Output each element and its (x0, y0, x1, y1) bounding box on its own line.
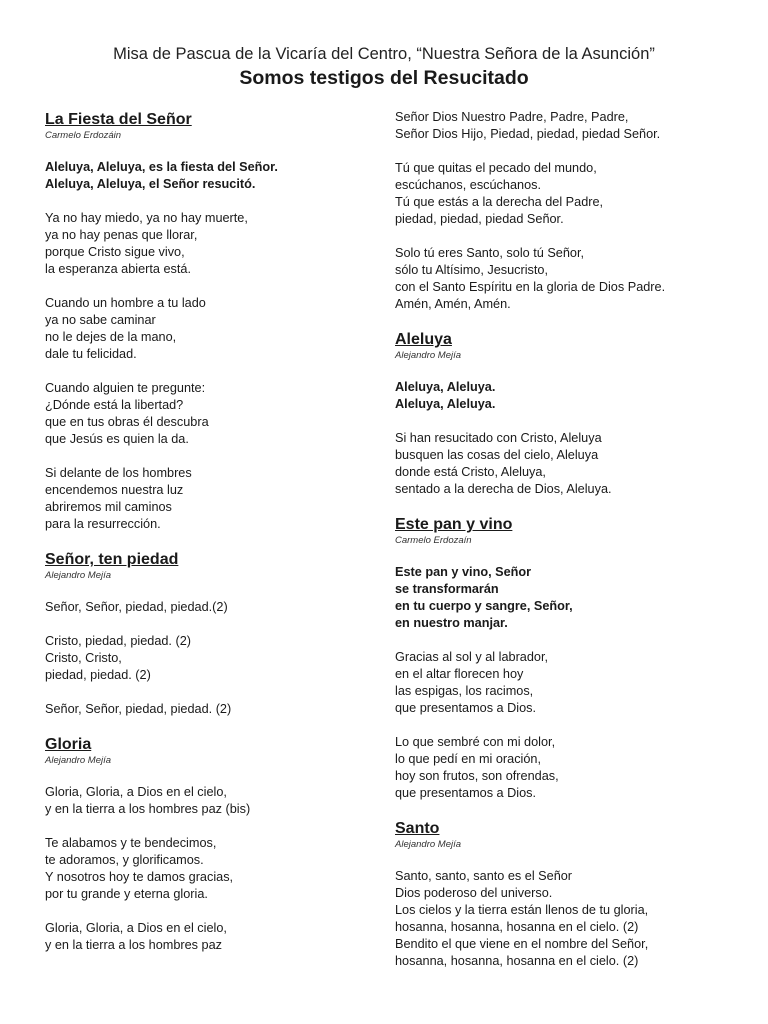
right-column (395, 109, 740, 987)
lyric-line: no le dejes de la mano, (45, 330, 177, 344)
lyric-line: Te alabamos y te bendecimos, (45, 836, 217, 850)
lyric-line: ¿Dónde está la libertad? (45, 398, 184, 412)
verse-stanza (45, 380, 365, 448)
lyric-line: que en tus obras él descubra (45, 415, 209, 429)
lyric-line: y en la tierra a los hombres paz (bis) (45, 802, 251, 816)
lyric-line: las espigas, los racimos, (395, 684, 534, 698)
lyric-line: Aleluya, Aleluya. (395, 397, 496, 411)
verse-stanza (395, 160, 740, 228)
song-author: Carmelo Erdozaín (395, 535, 472, 546)
lyric-line: busquen las cosas del cielo, Aleluya (395, 448, 599, 462)
lyric-line: hosanna, hosanna, hosanna en el cielo. (2) (395, 954, 639, 968)
lyric-line: Señor Dios Nuestro Padre, Padre, Padre, (395, 110, 629, 124)
song-title: La Fiesta del Señor (45, 111, 192, 128)
lyric-line: lo que pedí en mi oración, (395, 752, 541, 766)
lyric-line: abriremos mil caminos (45, 500, 172, 514)
song-title: Gloria (45, 736, 92, 753)
lyric-line: porque Cristo sigue vivo, (45, 245, 185, 259)
lyric-line: Tú que estás a la derecha del Padre, (395, 195, 604, 209)
lyric-line: escúchanos, escúchanos. (395, 178, 541, 192)
verse-stanza (45, 295, 365, 363)
verse-stanza (45, 835, 365, 903)
lyric-line: que Jesús es quien la da. (45, 432, 189, 446)
song-author: Alejandro Mejía (45, 755, 112, 766)
lyric-line: hosanna, hosanna, hosanna en el cielo. (2) (395, 920, 639, 934)
lyric-line: la esperanza abierta está. (45, 262, 191, 276)
chorus-stanza (395, 564, 740, 632)
lyric-line: ya no hay penas que llorar, (45, 228, 198, 242)
lyric-line: Aleluya, Aleluya, es la fiesta del Señor. (45, 160, 278, 174)
lyric-line: dale tu felicidad. (45, 347, 137, 361)
lyric-line: Solo tú eres Santo, solo tú Señor, (395, 246, 585, 260)
verse-stanza (395, 245, 740, 313)
song-santo (395, 819, 740, 970)
song-author: Alejandro Mejía (395, 839, 462, 850)
song-title: Este pan y vino (395, 516, 513, 533)
lyric-line: con el Santo Espíritu en la gloria de Dios Padre. (395, 280, 666, 294)
lyric-line: Santo, santo, santo es el Señor (395, 869, 573, 883)
lyric-line: se transformarán (395, 582, 499, 596)
song-gloria (45, 735, 365, 954)
lyric-line: sentado a la derecha de Dios, Aleluya. (395, 482, 612, 496)
chorus-stanza (395, 379, 740, 413)
lyric-line: Los cielos y la tierra están llenos de tu gloria, (395, 903, 649, 917)
lyric-line: para la resurrección. (45, 517, 161, 531)
lyric-line: donde está Cristo, Aleluya, (395, 465, 546, 479)
lyric-line: piedad, piedad, piedad Señor. (395, 212, 564, 226)
song-aleluya (395, 330, 740, 498)
song-la-fiesta-del-senor (45, 110, 365, 533)
lyric-line: hoy son frutos, son ofrendas, (395, 769, 559, 783)
lyric-line: en tu cuerpo y sangre, Señor, (395, 599, 573, 613)
lyric-line: Este pan y vino, Señor (395, 565, 532, 579)
lyric-line: sólo tu Altísimo, Jesucristo, (395, 263, 549, 277)
lyric-line: Señor Dios Hijo, Piedad, piedad, piedad Señor. (395, 127, 661, 141)
lyric-line: Señor, Señor, piedad, piedad. (2) (45, 702, 232, 716)
lyric-line: Aleluya, Aleluya. (395, 380, 496, 394)
left-column (45, 110, 365, 971)
lyric-line: Bendito el que viene en el nombre del Señor, (395, 937, 649, 951)
lyric-line: Señor, Señor, piedad, piedad.(2) (45, 600, 228, 614)
song-title: Santo (395, 820, 440, 837)
lyric-line: ya no sabe caminar (45, 313, 156, 327)
verse-stanza (45, 633, 365, 684)
verse-stanza (45, 210, 365, 278)
lyric-line: y en la tierra a los hombres paz (45, 938, 223, 952)
lyric-line: Gracias al sol y al labrador, (395, 650, 549, 664)
verse-stanza (45, 701, 365, 718)
lyric-line: Amén, Amén, Amén. (395, 297, 511, 311)
lyric-line: Gloria, Gloria, a Dios en el cielo, (45, 921, 227, 935)
lyric-line: te adoramos, y glorificamos. (45, 853, 204, 867)
lyric-line: por tu grande y eterna gloria. (45, 887, 208, 901)
verse-stanza (395, 868, 740, 970)
lyric-line: piedad, piedad. (2) (45, 668, 151, 682)
lyric-line: en el altar florecen hoy (395, 667, 524, 681)
document-header (0, 43, 768, 91)
lyric-line: encendemos nuestra luz (45, 483, 184, 497)
lyric-line: Aleluya, Aleluya, el Señor resucitó. (45, 177, 256, 191)
song-author: Alejandro Mejía (395, 350, 462, 361)
verse-stanza (395, 649, 740, 717)
song-author: Carmelo Erdozáin (45, 130, 122, 141)
lyric-line: que presentamos a Dios. (395, 701, 537, 715)
lyric-line: Cuando un hombre a tu lado (45, 296, 206, 310)
song-title: Aleluya (395, 331, 452, 348)
lyric-line: Lo que sembré con mi dolor, (395, 735, 556, 749)
song-senor-ten-piedad (45, 550, 365, 718)
song-este-pan-y-vino (395, 515, 740, 802)
verse-stanza (45, 599, 365, 616)
lyric-line: Dios poderoso del universo. (395, 886, 553, 900)
lyric-line: Cuando alguien te pregunte: (45, 381, 206, 395)
chorus-stanza (45, 159, 365, 193)
lyric-line: Y nosotros hoy te damos gracias, (45, 870, 234, 884)
lyric-line: Si han resucitado con Cristo, Aleluya (395, 431, 602, 445)
lyric-line: Cristo, piedad, piedad. (2) (45, 634, 191, 648)
lyric-line: Cristo, Cristo, (45, 651, 122, 665)
mass-title: Somos testigos del Resucitado (239, 67, 529, 89)
lyric-line: Gloria, Gloria, a Dios en el cielo, (45, 785, 227, 799)
verse-stanza (395, 430, 740, 498)
verse-stanza (45, 465, 365, 533)
lyric-line: Ya no hay miedo, ya no hay muerte, (45, 211, 248, 225)
song-title: Señor, ten piedad (45, 551, 179, 568)
verse-stanza (45, 784, 365, 818)
lyric-line: Si delante de los hombres (45, 466, 192, 480)
verse-stanza (395, 734, 740, 802)
lyric-line: que presentamos a Dios. (395, 786, 537, 800)
song-author: Alejandro Mejía (45, 570, 112, 581)
verse-stanza (45, 920, 365, 954)
gloria-continuation (395, 109, 740, 313)
verse-stanza (395, 109, 740, 143)
mass-subtitle: Misa de Pascua de la Vicaría del Centro, “Nuestra Señora de la Asunción” (113, 45, 655, 63)
lyric-line: Tú que quitas el pecado del mundo, (395, 161, 597, 175)
lyric-line: en nuestro manjar. (395, 616, 508, 630)
